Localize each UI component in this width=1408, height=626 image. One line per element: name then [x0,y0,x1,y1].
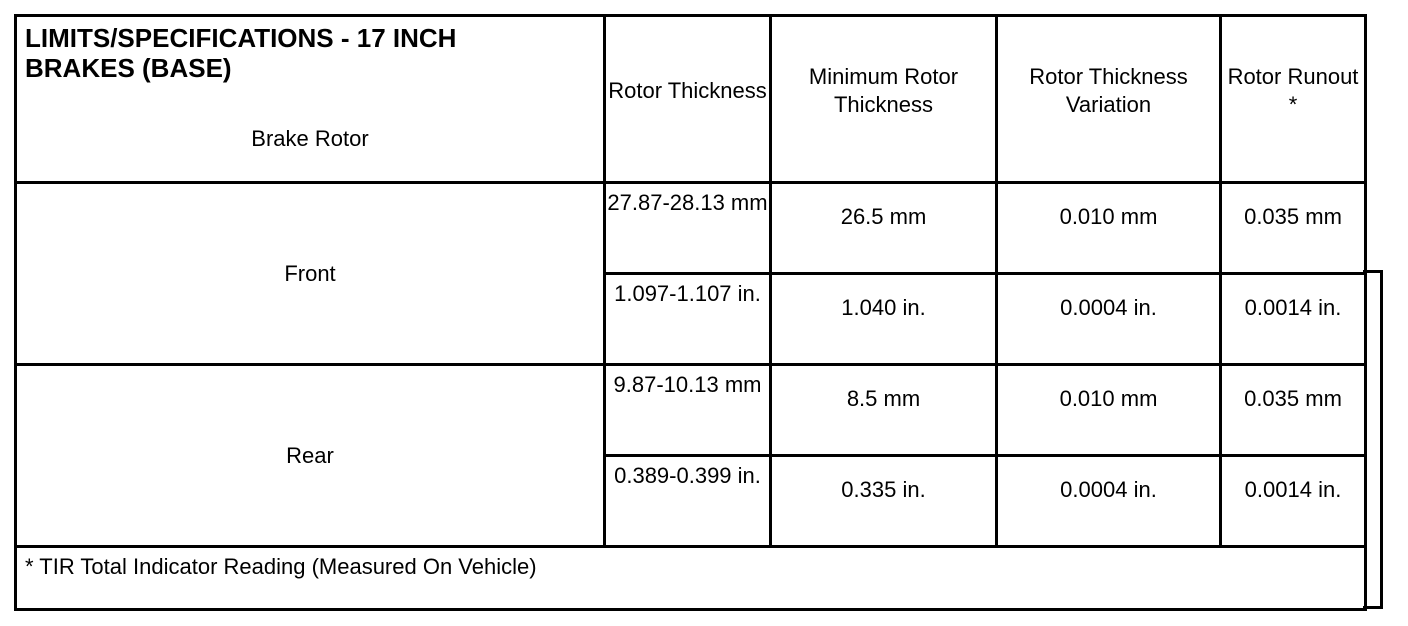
front-metric-runout: 0.035 mm [1221,183,1366,274]
front-imperial-thickness: 1.097-1.107 in. [605,274,771,365]
table-row [16,365,1366,456]
rear-imperial-runout: 0.0014 in. [1221,456,1366,547]
rear-metric-min-thickness: 8.5 mm [771,365,997,456]
front-metric-variation: 0.010 mm [997,183,1221,274]
header-minimum-rotor-thickness: Minimum Rotor Thickness [771,16,997,183]
rear-imperial-variation: 0.0004 in. [997,456,1221,547]
rear-metric-runout: 0.035 mm [1221,365,1366,456]
frame-line-top [1363,270,1383,273]
table-row [16,183,1366,274]
rear-metric-variation: 0.010 mm [997,365,1221,456]
table-title: LIMITS/SPECIFICATIONS - 17 INCH BRAKES (BASE) [25,23,457,83]
front-metric-min-thickness: 26.5 mm [771,183,997,274]
rear-metric-thickness: 9.87-10.13 mm [605,365,771,456]
header-row [16,16,1366,183]
header-rotor-runout: Rotor Runout * [1221,16,1366,183]
table-subtitle: Brake Rotor [251,126,369,151]
footnote-row [16,547,1366,610]
row-label-front: Front [16,183,605,365]
header-rotor-thickness-variation: Rotor Thickness Variation [997,16,1221,183]
table-footnote: * TIR Total Indicator Reading (Measured On Vehicle) [16,547,1366,610]
front-imperial-runout: 0.0014 in. [1221,274,1366,365]
row-label-rear: Rear [16,365,605,547]
frame-line-bottom [1363,606,1383,609]
header-rotor-thickness: Rotor Thickness [605,16,771,183]
rear-imperial-min-thickness: 0.335 in. [771,456,997,547]
title-cell [16,16,605,183]
front-metric-thickness: 27.87-28.13 mm [605,183,771,274]
brake-rotor-spec-table [14,14,1367,611]
front-imperial-min-thickness: 1.040 in. [771,274,997,365]
rear-imperial-thickness: 0.389-0.399 in. [605,456,771,547]
front-imperial-variation: 0.0004 in. [997,274,1221,365]
frame-line-right [1380,270,1383,609]
